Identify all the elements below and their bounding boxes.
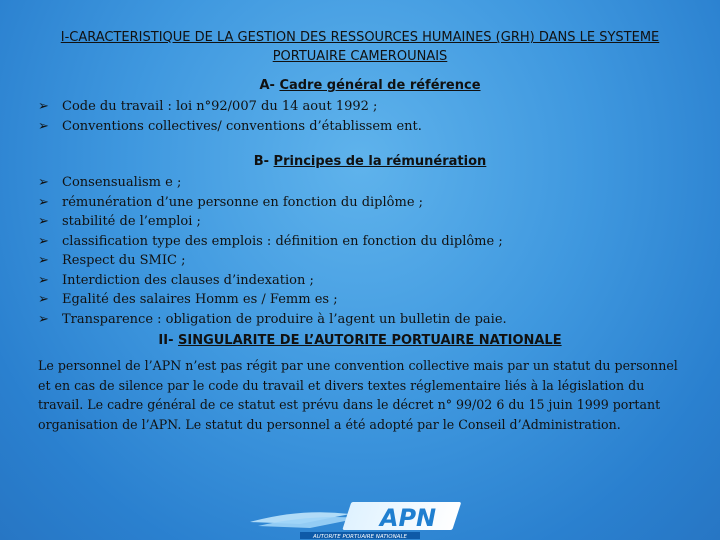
section-b-title: Principes de la rémunération <box>273 154 487 169</box>
main-title-line-2: PORTUAIRE CAMEROUNAIS <box>272 49 448 64</box>
list-item: ➢ Code du travail : loi n°92/007 du 14 aout 1992 ; <box>38 97 422 117</box>
section-b-prefix: B- <box>253 154 274 169</box>
arrow-bullet-icon: ➢ <box>38 118 49 134</box>
arrow-bullet-icon: ➢ <box>38 99 49 114</box>
arrow-bullet-icon: ➢ <box>38 253 49 268</box>
logo-tagline: AUTORITE PORTUAIRE NATIONALE <box>313 534 407 540</box>
list-item: ➢ Interdiction des clauses d’indexation ; <box>38 271 507 291</box>
section-a-list <box>38 97 422 136</box>
list-item: ➢ stabilité de l’emploi ; <box>38 212 507 232</box>
arrow-bullet-icon: ➢ <box>38 311 49 327</box>
arrow-bullet-icon: ➢ <box>38 194 49 210</box>
section-b-list <box>38 173 507 329</box>
section-ii-prefix: II- <box>158 333 178 348</box>
section-b-heading <box>180 154 560 169</box>
list-item: ➢ Transparence : obligation de produire à l’agent un bulletin de paie. <box>38 310 507 330</box>
list-item: ➢ Consensualism e ; <box>38 173 507 193</box>
section-a-title: Cadre général de référence <box>279 78 481 93</box>
list-item: ➢ Egalité des salaires Homm es / Femm es ; <box>38 290 507 310</box>
arrow-bullet-icon: ➢ <box>38 233 49 249</box>
apn-logo <box>240 500 480 540</box>
section-a-heading <box>180 78 560 93</box>
list-item: ➢ classification type des emplois : définition en fonction du diplôme ; <box>38 232 507 252</box>
list-item: ➢ rémunération d’une personne en fonction du diplôme ; <box>38 193 507 213</box>
logo-text: APN <box>379 504 437 532</box>
section-ii-heading <box>150 333 570 348</box>
section-ii-title: SINGULARITE DE L’AUTORITE PORTUAIRE NATIONALE <box>178 333 562 348</box>
main-title-line-1: I-CARACTERISTIQUE DE LA GESTION DES RESSOURCES HUMAINES (GRH) DANS LE SYSTEME <box>60 30 660 45</box>
main-title <box>30 28 690 66</box>
list-item: ➢ Respect du SMIC ; <box>38 251 507 271</box>
arrow-bullet-icon: ➢ <box>38 175 49 190</box>
section-ii-paragraph: Le personnel de l’APN n’est pas régit par une convention collective mais par un statut du personnel et en cas de silence par le code du travail et divers textes réglementaire liés à la législation du travail. Le cadre général de ce statut est prévu dans le décret n° 99/02 6 du 15 juin 1999 portant organisation de l’APN. Le statut du personnel a été adopté par le Conseil d’Administration. <box>38 358 678 432</box>
arrow-bullet-icon: ➢ <box>38 292 49 307</box>
arrow-bullet-icon: ➢ <box>38 272 49 288</box>
section-a-prefix: A- <box>259 78 280 93</box>
list-item: ➢ Conventions collectives/ conventions d’établissem ent. <box>38 117 422 137</box>
apn-logo-icon <box>240 500 480 540</box>
arrow-bullet-icon: ➢ <box>38 214 49 229</box>
